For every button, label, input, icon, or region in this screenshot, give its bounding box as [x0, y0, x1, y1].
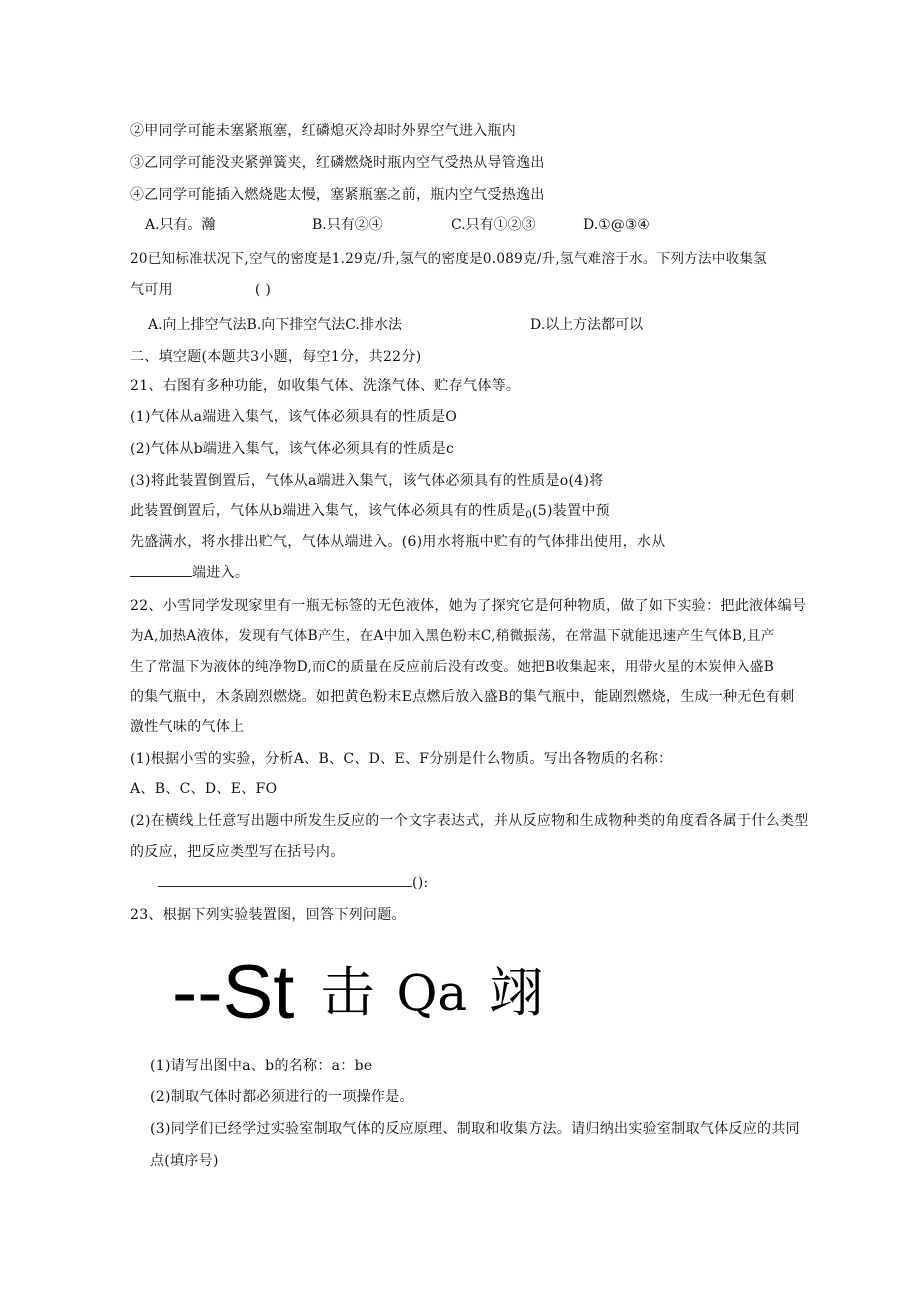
q22-line-5: 激性气味的气体上 — [130, 719, 245, 735]
q23-part-3-line-1: (3)同学们已经学过实验室制取气体的反应原理、制取和收集方法。请归纳出实验室制取气体反应的共同 — [150, 1121, 800, 1137]
q21-part-2: (2)气体从b端进入集气，该气体必须具有的性质是c — [130, 441, 455, 457]
figure-label-b: 击 — [320, 961, 375, 1024]
section-heading: 二、填空题(本题共3小题，每空1分，共22分) — [130, 349, 422, 365]
q20-stem-text: 气可用 — [130, 282, 173, 298]
q21-part-1: (1)气体从a端进入集气，该气体必须具有的性质是O — [130, 409, 458, 425]
q21-part-3: (3)将此装置倒置后，气体从a端进入集气，该气体必须具有的性质是o(4)将 — [130, 473, 604, 489]
q21-part-4 — [130, 502, 610, 525]
q23-part-2: (2)制取气体时都必须进行的一项操作是。 — [150, 1089, 414, 1105]
q22-part-1-answer: A、B、C、D、E、FO — [130, 781, 278, 797]
q22-part-2-line-2: 的反应，把反应类型写在括号内。 — [130, 844, 345, 860]
figure-label-c: Qa — [396, 964, 468, 1022]
q19-item-2: ②甲同学可能未塞紧瓶塞，红磷熄灭冷却时外界空气进入瓶内 — [130, 123, 517, 139]
q19-option-b: B.只有②④ — [312, 217, 383, 233]
q22-line-4: 的集气瓶中，木条剧烈燃烧。如把黄色粉末E点燃后放入盛B的集气瓶中，能剧烈燃烧，生成一种无色有刺 — [130, 689, 795, 705]
q21-part-6-tail: 端进入。 — [192, 565, 250, 581]
q22-reaction-type-paren: (): — [412, 875, 429, 891]
figure-label-d: 翊 — [489, 961, 544, 1024]
figure-label-a: --St — [172, 950, 295, 1035]
q21-part-5: 先盛满水，将水排出贮气，气体从端进入。(6)用水将瓶中贮有的气体排出使用，水从 — [130, 534, 666, 550]
q22-part-2-answer — [158, 874, 429, 892]
q21-stem: 21、右图有多种功能，如收集气体、洗涤气体、贮存气体等。 — [130, 378, 521, 394]
q21-part-5-start: (5)装置中预 — [532, 503, 610, 519]
q19-item-3: ③乙同学可能没夹紧弹簧夹，红磷燃烧时瓶内空气受热从导管逸出 — [130, 155, 545, 171]
q21-part-4-subscript: 0 — [525, 510, 533, 521]
q19-option-a: A.只有。瀚 — [145, 217, 216, 233]
q22-line-3: 生了常温下为液体的纯净物D,而C的质量在反应前后没有改变。她把B收集起来，用带火星的木炭伸入盛B — [130, 659, 775, 675]
q20-option-d: D.以上方法都可以 — [530, 317, 644, 333]
q20-options-abc: A.向上排空气法B.向下排空气法C.排水法 — [148, 317, 402, 333]
q19-option-c: C.只有①②③ — [451, 217, 536, 233]
q22-equation-blank[interactable] — [158, 874, 412, 887]
q22-line-1: 22、小雪同学发现家里有一瓶无标签的无色液体，她为了探究它是何种物质，做了如下实验：把此液体编号 — [130, 598, 807, 614]
q23-part-1: (1)请写出图中a、b的名称：a：be — [150, 1058, 373, 1074]
q21-part-4-text: 此装置倒置后，气体从b端进入集气，该气体必须具有的性质是 — [130, 503, 526, 519]
q20-stem-line-2 — [130, 281, 271, 299]
q20-stem-line-1: 20已知标准状况下,空气的密度是1.29克/升,氢气的密度是0.089克/升,氢气难溶于水。下列方法中收集氢 — [130, 251, 768, 267]
q22-part-2-line-1: (2)在横线上任意写出题中所发生反应的一个文字表达式，并从反应物和生成物种类的角度看各属于什么类型 — [130, 813, 809, 829]
q22-part-1: (1)根据小雪的实验，分析A、B、C、D、E、F分别是什么物质。写出各物质的名称： — [130, 751, 673, 767]
apparatus-figure — [172, 948, 543, 1038]
q19-option-d: D.①@③④ — [583, 217, 650, 233]
q23-part-3-line-2: 点(填序号) — [150, 1153, 219, 1169]
q21-answer-blank[interactable] — [130, 564, 192, 577]
q19-item-4: ④乙同学可能插入燃烧匙太慢，塞紧瓶塞之前，瓶内空气受热逸出 — [130, 187, 545, 203]
q23-stem: 23、根据下列实验装置图，回答下列问题。 — [130, 907, 406, 923]
q21-part-6 — [130, 564, 249, 582]
q22-line-2: 为A,加热A液体，发现有气体B产生，在A中加入黑色粉末C,稍微振荡，在常温下就能迅速产生气体B,且产 — [130, 628, 775, 644]
q20-answer-paren: ( ) — [254, 282, 272, 298]
